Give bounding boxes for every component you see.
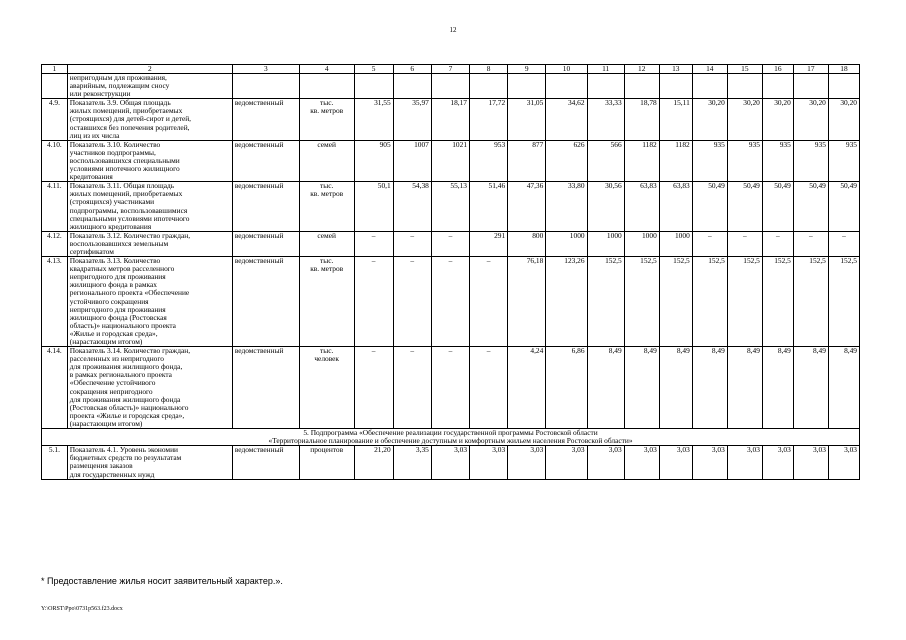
value-cell	[431, 74, 469, 99]
value-cell	[470, 74, 508, 99]
value-cell: 35,97	[393, 99, 431, 140]
indicator-type: ведомственный	[232, 182, 299, 232]
value-cell: 31,55	[354, 99, 393, 140]
indicator-type	[232, 74, 299, 99]
value-cell: 3,03	[470, 446, 508, 479]
value-cell: 3,03	[727, 446, 762, 479]
value-cell: 30,20	[692, 99, 727, 140]
table-row	[42, 446, 860, 479]
value-cell	[659, 74, 692, 99]
value-cell: 8,49	[692, 347, 727, 429]
indicator-name: Показатель 3.10. Количество участников подпрограммы, воспользовавшихся специальными условиями ипотечного жилищного кредитования	[67, 140, 232, 181]
row-number	[42, 74, 68, 99]
header-cell: 18	[828, 65, 859, 74]
header-row	[42, 65, 860, 74]
value-cell: 1182	[624, 140, 659, 181]
section-row	[42, 429, 860, 446]
value-cell	[587, 74, 624, 99]
indicator-name: Показатель 4.1. Уровень экономии бюджетных средств по результатам размещения заказов для государственных нужд	[67, 446, 232, 479]
indicator-type: ведомственный	[232, 257, 299, 347]
value-cell: 30,20	[762, 99, 793, 140]
indicator-type: ведомственный	[232, 347, 299, 429]
value-cell: 8,49	[659, 347, 692, 429]
indicators-table-container	[41, 64, 860, 480]
value-cell: 47,36	[508, 182, 546, 232]
indicator-name: Показатель 3.12. Количество граждан, воспользовавшихся земельным сертификатом	[67, 231, 232, 256]
header-cell: 9	[508, 65, 546, 74]
value-cell: –	[431, 231, 469, 256]
value-cell: 905	[354, 140, 393, 181]
value-cell: –	[470, 347, 508, 429]
value-cell: 3,03	[508, 446, 546, 479]
table-row	[42, 231, 860, 256]
value-cell: 63,83	[624, 182, 659, 232]
indicator-type: ведомственный	[232, 446, 299, 479]
table-row	[42, 347, 860, 429]
value-cell: 50,49	[793, 182, 828, 232]
value-cell: 152,5	[727, 257, 762, 347]
unit: тыс. кв. метров	[299, 257, 354, 347]
value-cell	[828, 74, 859, 99]
unit: тыс. кв. метров	[299, 182, 354, 232]
value-cell: 63,83	[659, 182, 692, 232]
value-cell: 4,24	[508, 347, 546, 429]
value-cell: 50,49	[762, 182, 793, 232]
header-cell: 14	[692, 65, 727, 74]
row-number: 4.12.	[42, 231, 68, 256]
indicator-name: непригодным для проживания, аварийным, подлежащим сносу или реконструкции	[67, 74, 232, 99]
value-cell	[624, 74, 659, 99]
value-cell: 30,20	[828, 99, 859, 140]
value-cell: 1021	[431, 140, 469, 181]
value-cell: –	[692, 231, 727, 256]
table-row	[42, 99, 860, 140]
value-cell: 55,13	[431, 182, 469, 232]
value-cell: 3,03	[762, 446, 793, 479]
value-cell: 15,11	[659, 99, 692, 140]
header-cell: 17	[793, 65, 828, 74]
value-cell: 1000	[624, 231, 659, 256]
value-cell: –	[393, 257, 431, 347]
value-cell: 953	[470, 140, 508, 181]
value-cell: –	[354, 231, 393, 256]
row-number: 4.13.	[42, 257, 68, 347]
value-cell: 3,03	[828, 446, 859, 479]
indicator-name: Показатель 3.14. Количество граждан, расселенных из непригодного для проживания жилищного фонда, в рамках регионального проекта «Обеспечение устойчивого сокращения непригодного для проживания жилищного фонда (Ростовская область)» национального проекта «Жилье и городская среда», (нарастающим итогом)	[67, 347, 232, 429]
value-cell: 76,18	[508, 257, 546, 347]
header-cell: 8	[470, 65, 508, 74]
header-cell: 4	[299, 65, 354, 74]
value-cell: –	[431, 257, 469, 347]
value-cell: 152,5	[692, 257, 727, 347]
value-cell: 50,1	[354, 182, 393, 232]
value-cell: 1007	[393, 140, 431, 181]
value-cell	[546, 74, 587, 99]
value-cell	[762, 74, 793, 99]
value-cell: 935	[727, 140, 762, 181]
unit	[299, 74, 354, 99]
indicator-type: ведомственный	[232, 231, 299, 256]
value-cell	[727, 74, 762, 99]
value-cell: 3,03	[587, 446, 624, 479]
value-cell: –	[393, 347, 431, 429]
indicator-name: Показатель 3.11. Общая площадь жилых помещений, приобретаемых (строящихся) участниками подпрограммы, воспользовавшимися специальными условиями ипотечного жилищного кредитования	[67, 182, 232, 232]
value-cell: 152,5	[587, 257, 624, 347]
value-cell: 152,5	[762, 257, 793, 347]
value-cell: 8,49	[762, 347, 793, 429]
value-cell: –	[470, 257, 508, 347]
value-cell	[793, 74, 828, 99]
value-cell: 152,5	[659, 257, 692, 347]
unit: тыс. кв. метров	[299, 99, 354, 140]
unit: семей	[299, 140, 354, 181]
value-cell: 626	[546, 140, 587, 181]
value-cell: 3,35	[393, 446, 431, 479]
indicators-table	[41, 64, 860, 480]
value-cell: 8,49	[828, 347, 859, 429]
row-number: 5.1.	[42, 446, 68, 479]
row-number: 4.10.	[42, 140, 68, 181]
value-cell: 935	[793, 140, 828, 181]
header-cell: 10	[546, 65, 587, 74]
table-row	[42, 140, 860, 181]
value-cell: 50,49	[692, 182, 727, 232]
value-cell: 50,49	[727, 182, 762, 232]
value-cell: 152,5	[793, 257, 828, 347]
value-cell: 800	[508, 231, 546, 256]
header-cell: 15	[727, 65, 762, 74]
value-cell: 6,86	[546, 347, 587, 429]
value-cell: 291	[470, 231, 508, 256]
header-cell: 7	[431, 65, 469, 74]
header-cell: 13	[659, 65, 692, 74]
unit: тыс. человек	[299, 347, 354, 429]
value-cell: 935	[762, 140, 793, 181]
value-cell: 8,49	[727, 347, 762, 429]
value-cell: 877	[508, 140, 546, 181]
value-cell: –	[793, 231, 828, 256]
value-cell: 51,46	[470, 182, 508, 232]
indicator-name: Показатель 3.13. Количество квадратных метров расселенного непригодного для проживания жилищного фонда в рамках регионального проекта «Обеспечение устойчивого сокращения непригодного для проживания жилищного фонда (Ростовская область)» национального проекта «Жилье и городская среда», (нарастающим итогом)	[67, 257, 232, 347]
value-cell: 33,80	[546, 182, 587, 232]
header-cell: 16	[762, 65, 793, 74]
value-cell: 21,20	[354, 446, 393, 479]
header-cell: 6	[393, 65, 431, 74]
value-cell: –	[762, 231, 793, 256]
indicator-name: Показатель 3.9. Общая площадь жилых помещений, приобретаемых (строящихся) для детей-сирот и детей, оставшихся без попечения родителей, лиц из их числа	[67, 99, 232, 140]
table-row	[42, 74, 860, 99]
value-cell: 3,03	[546, 446, 587, 479]
value-cell: 54,38	[393, 182, 431, 232]
value-cell: 1000	[659, 231, 692, 256]
value-cell: 935	[828, 140, 859, 181]
section-title-line1: 5. Подпрограмма «Обеспечение реализации государственной программы Ростовской области	[303, 428, 598, 438]
unit: процентов	[299, 446, 354, 479]
header-cell: 11	[587, 65, 624, 74]
value-cell: 34,62	[546, 99, 587, 140]
value-cell: 123,26	[546, 257, 587, 347]
value-cell: 30,20	[727, 99, 762, 140]
value-cell: 50,49	[828, 182, 859, 232]
row-number: 4.9.	[42, 99, 68, 140]
page-number: 12	[449, 26, 457, 34]
value-cell: 3,03	[431, 446, 469, 479]
value-cell: –	[431, 347, 469, 429]
value-cell: 18,78	[624, 99, 659, 140]
value-cell: 18,17	[431, 99, 469, 140]
value-cell: 152,5	[624, 257, 659, 347]
value-cell: –	[828, 231, 859, 256]
value-cell	[354, 74, 393, 99]
value-cell: –	[393, 231, 431, 256]
value-cell: 17,72	[470, 99, 508, 140]
value-cell: 152,5	[828, 257, 859, 347]
value-cell	[692, 74, 727, 99]
value-cell: 1182	[659, 140, 692, 181]
value-cell: 8,49	[624, 347, 659, 429]
header-cell: 5	[354, 65, 393, 74]
header-cell: 1	[42, 65, 68, 74]
footnote: * Предоставление жилья носит заявительный характер.».	[41, 576, 283, 586]
value-cell: 566	[587, 140, 624, 181]
header-cell: 3	[232, 65, 299, 74]
value-cell: –	[727, 231, 762, 256]
value-cell: 3,03	[659, 446, 692, 479]
value-cell: 935	[692, 140, 727, 181]
value-cell: 8,49	[587, 347, 624, 429]
indicator-type: ведомственный	[232, 99, 299, 140]
value-cell	[508, 74, 546, 99]
value-cell: 30,56	[587, 182, 624, 232]
value-cell: 8,49	[793, 347, 828, 429]
value-cell: 3,03	[692, 446, 727, 479]
value-cell: 1000	[587, 231, 624, 256]
value-cell: 30,20	[793, 99, 828, 140]
value-cell: –	[354, 257, 393, 347]
header-cell: 12	[624, 65, 659, 74]
section-title	[42, 429, 860, 446]
indicator-type: ведомственный	[232, 140, 299, 181]
value-cell	[393, 74, 431, 99]
value-cell: 33,33	[587, 99, 624, 140]
file-path: Y:\ORST\Ppo\0731p563.f23.docx	[41, 606, 123, 612]
value-cell: 31,05	[508, 99, 546, 140]
value-cell: 3,03	[793, 446, 828, 479]
value-cell: –	[354, 347, 393, 429]
table-row	[42, 182, 860, 232]
table-body	[42, 65, 860, 480]
section-title-line2: «Территориальное планирование и обеспечение доступным и комфортным жильем населения Ростовской области»	[268, 436, 633, 446]
row-number: 4.11.	[42, 182, 68, 232]
row-number: 4.14.	[42, 347, 68, 429]
value-cell: 3,03	[624, 446, 659, 479]
header-cell: 2	[67, 65, 232, 74]
value-cell: 1000	[546, 231, 587, 256]
unit: семей	[299, 231, 354, 256]
table-row	[42, 257, 860, 347]
